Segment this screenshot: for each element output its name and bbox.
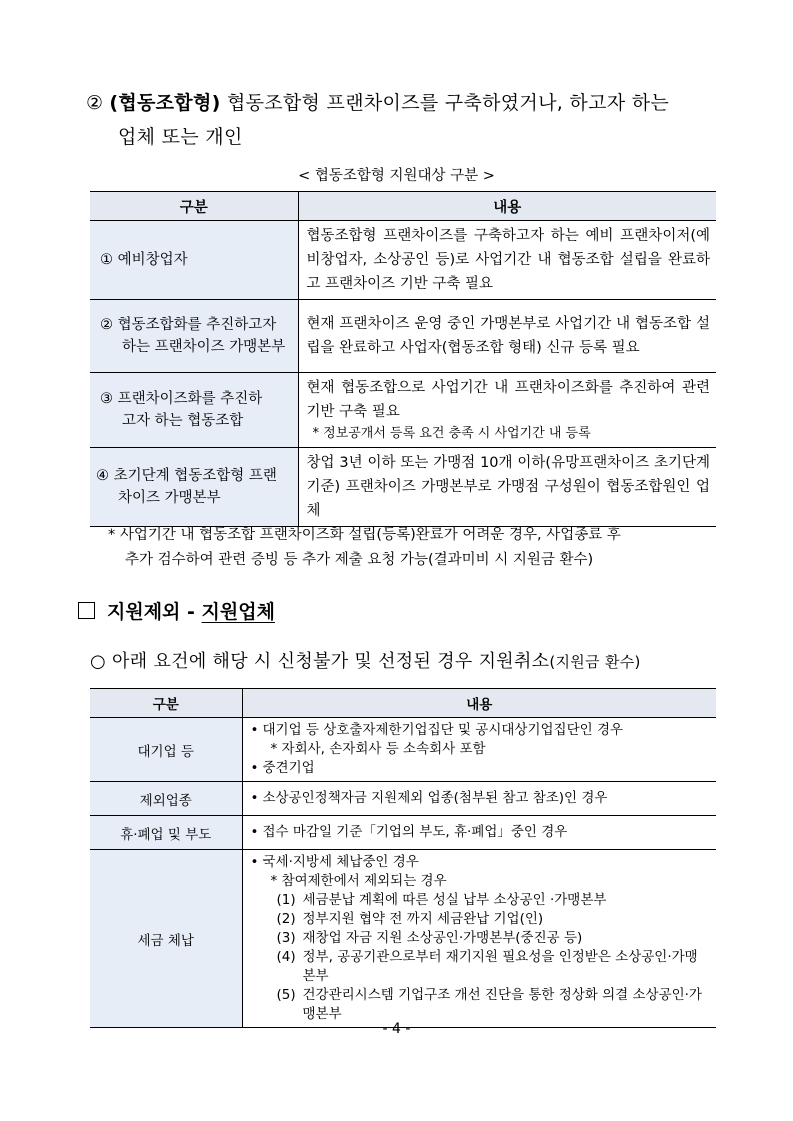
table-row (90, 782, 716, 816)
content-bullet: • 대기업 등 상호출자제한기업집단 및 공시대상기업집단인 경우 (250, 722, 624, 738)
list-item: (5) 건강관리시스템 기업구조 개선 진단을 통한 정상화 의결 소상공인·가맹본부 (276, 987, 702, 1022)
intro-line-1 (86, 88, 669, 115)
table1-footnote (108, 523, 718, 573)
exclusion-bullet (90, 647, 641, 673)
row-content-text: 현재 협동조합으로 사업기간 내 프랜차이즈화를 추진하여 관련 기반 구축 필요 (306, 380, 710, 420)
table1-caption: < 협동조합형 지원대상 구분 > (298, 168, 495, 184)
content-bullet: • 국세·지방세 체납중인 경우 (250, 854, 419, 870)
content-bullet: • 소상공인정책자금 지원제외 업종(첨부된 참고 참조)인 경우 (250, 790, 608, 806)
bullet-text: 아래 요건에 해당 시 신청불가 및 선정된 경우 지원취소 (112, 651, 550, 672)
table-row (90, 850, 716, 1028)
table2-header-content: 내용 (242, 689, 716, 718)
row-category (90, 373, 298, 448)
row-content (242, 816, 716, 850)
table-row (90, 221, 716, 300)
row-content (242, 850, 716, 1028)
table-row (90, 373, 716, 448)
table-row (90, 300, 716, 373)
category-text: ① 예비창업자 (100, 252, 188, 268)
content-bullet: • 접수 마감일 기준「기업의 부도, 휴·폐업」중인 경우 (250, 824, 568, 840)
row-content (242, 782, 716, 816)
content-subnote: * 참여제한에서 제외되는 경우 (270, 873, 447, 889)
footnote-line-2: 추가 검수하여 관련 증빙 등 추가 제출 요청 가능(결과미비 시 지원금 환수) (125, 552, 594, 568)
table1-header-category: 구분 (90, 192, 298, 221)
page-number: - 4 - (382, 1021, 411, 1037)
content-bullet: • 중견기업 (250, 760, 315, 776)
checkbox-square-icon (78, 602, 95, 619)
category-text-cont: 하는 프랜차이즈 가맹본부 (122, 339, 286, 355)
category-text: ② 협동조합화를 추진하고자 (100, 317, 277, 333)
category-text-cont: 고자 하는 협동조합 (122, 413, 244, 429)
intro-line-2: 업체 또는 개인 (118, 126, 243, 148)
intro-bold-term: (협동조합형) (109, 92, 221, 114)
row-category: 대기업 등 (90, 718, 242, 782)
row-content: 창업 3년 이하 또는 가맹점 10개 이하(유망프랜차이즈 초기단계 기준) 프랜차이즈 가맹본부로 가맹점 구성원이 협동조합원인 업체 (298, 448, 716, 527)
list-item: (3) 재창업 자금 지원 소상공인·가맹본부(중진공 등) (276, 930, 583, 946)
category-text: ③ 프랜차이즈화를 추진하 (100, 391, 263, 407)
intro-marker: ② (86, 92, 104, 114)
table-row (90, 448, 716, 527)
list-item: (1) 세금분납 계획에 따른 성실 납부 소상공인 ·가맹본부 (276, 892, 607, 908)
bullet-text-small: (지원금 환수) (549, 653, 641, 671)
row-category: 제외업종 (90, 782, 242, 816)
row-content (298, 373, 716, 448)
table1-header-row (90, 192, 716, 221)
row-content: 협동조합형 프랜차이즈를 구축하고자 하는 예비 프랜차이저(예비창업자, 소상공인 등)로 사업기간 내 협동조합 설립을 완료하고 프랜차이즈 기반 구축 필요 (298, 221, 716, 300)
list-item: (2) 정부지원 협약 전 까지 세금완납 기업(인) (276, 911, 544, 927)
row-category: 휴·폐업 및 부도 (90, 816, 242, 850)
support-target-table (90, 191, 716, 527)
row-category (90, 221, 298, 300)
row-content: 현재 프랜차이즈 운영 중인 가맹본부로 사업기간 내 협동조합 설립을 완료하고 사업자(협동조합 형태) 신규 등록 필요 (298, 300, 716, 373)
table2-header-category: 구분 (90, 689, 242, 718)
content-subnote: * 자회사, 손자회사 등 소속회사 포함 (270, 741, 486, 757)
section-heading (78, 597, 275, 624)
row-category: 세금 체납 (90, 850, 242, 1028)
section-title-underlined: 지원업체 (201, 601, 275, 623)
intro-text-1: 협동조합형 프랜차이즈를 구축하였거나, 하고자 하는 (226, 92, 670, 114)
list-item: (4) 정부, 공공기관으로부터 재기지원 필요성을 인정받은 소상공인·가맹본부 (276, 949, 698, 984)
category-text: ④ 초기단계 협동조합형 프랜 (96, 468, 277, 484)
row-content (242, 718, 716, 782)
footnote-line-1: * 사업기간 내 협동조합 프랜차이즈화 설립(등록)완료가 어려운 경우, 사업종료 후 (108, 527, 621, 543)
category-text-cont: 차이즈 가맹본부 (118, 490, 221, 506)
circle-bullet-icon: ○ (90, 651, 107, 672)
table1-header-content: 내용 (298, 192, 716, 221)
table2-header-row (90, 689, 716, 718)
row-category (90, 300, 298, 373)
section-title: 지원제외 - (107, 601, 202, 623)
row-content-note: * 정보공개서 등록 요건 충족 시 사업기간 내 등록 (312, 426, 591, 441)
row-category (90, 448, 298, 527)
exclusion-table (90, 688, 716, 1028)
table-row (90, 718, 716, 782)
table-row (90, 816, 716, 850)
